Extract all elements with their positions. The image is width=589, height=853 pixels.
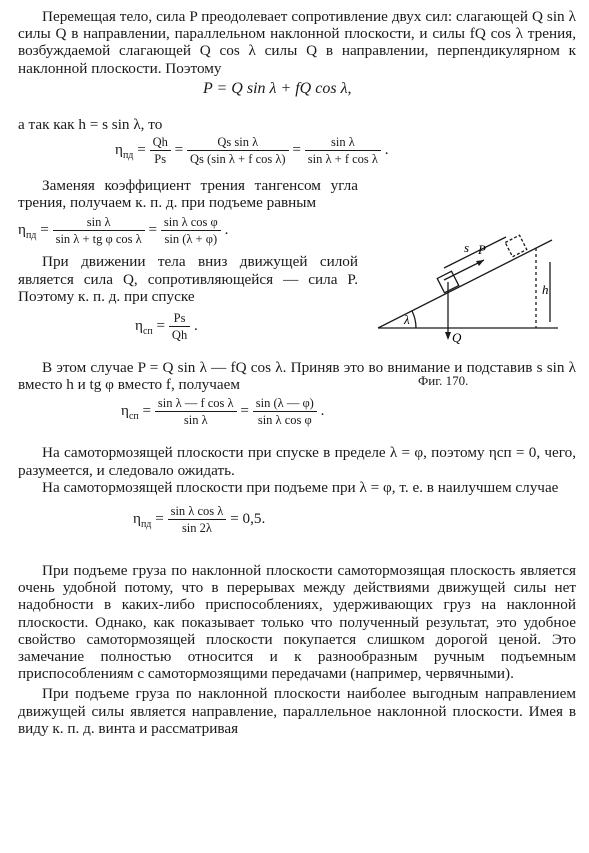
label-h: h bbox=[542, 282, 549, 297]
equation-efficiency-descent: $\eta_{сп}$ = $\frac{Ps}{Qh}$ . bbox=[135, 311, 198, 343]
paragraph-5: В этом случае P = Q sin λ — fQ cos λ. Приняв это во внимание и подставив s sin λ вместо h и tg φ вместо f, получаем bbox=[18, 359, 576, 394]
label-s: s bbox=[464, 240, 470, 255]
label-lambda: λ bbox=[404, 312, 410, 327]
weight-arrow-head bbox=[445, 332, 451, 340]
paragraph-4: При движении тела вниз движущей силой является сила Q, сопротивляющейся — сила P. Поэтому к. п. д. при спуске bbox=[18, 253, 358, 305]
equation-efficiency-limit: $\eta_{пд}$ = $\frac{\text{sin λ cos λ}}{\sin 2\lambda}$ = 0,5. bbox=[133, 504, 266, 536]
inclined-plane-figure bbox=[356, 232, 558, 382]
paragraph-7: На самотормозящей плоскости при подъеме при λ = φ, т. е. в наилучшем случае bbox=[42, 478, 559, 496]
equation-efficiency-tangent: $\eta_{пд}$ = $\frac{\text{sin λ}}{\text{sin λ + tg φ cos λ}}$ = $\frac{\text{sin λ cos φ}}{\sin (\lambda + \varphi)}$ . bbox=[18, 215, 229, 247]
equation-force: P = Q sin λ + fQ cos λ, bbox=[203, 79, 352, 97]
equation-efficiency-lift: $\eta_{пд}$ = $\frac{Qh}{Ps}$ = $\frac{\text{Qs sin λ}}{\text{Qs (sin λ + f cos λ)}}$ = $\frac{\text{sin λ}}{\text{sin λ + f cos λ}}$ . bbox=[115, 135, 389, 167]
paragraph-3: Заменяя коэффициент трения тангенсом угла трения, получаем к. п. д. при подъеме равным bbox=[18, 177, 358, 212]
paragraph-2: а так как h = s sin λ, то bbox=[18, 115, 163, 133]
equation-efficiency-descent-full: $\eta_{сп}$ = $\frac{\text{sin λ — f cos λ}}{\text{sin λ}}$ = $\frac{\sin (\lambda — \varphi)}{\text{sin λ cos φ}}$ . bbox=[121, 396, 325, 428]
paragraph-8: При подъеме груза по наклонной плоскости самотормозящая плоскость является очень удобной потому, что в перерывах между действиями движущей силы нет надобности в каких-либо приспособлениях, удерживающих груз на наклонной плоскости. Однако, как показывает только что полученный результат, это удобное свойство самотормозящей плоскости покупается слишком дорогой ценой. Это замечание полностью относится и к разнообразным ручным подъемным приспособлениям с самотормозящими передачами (например, червячными). bbox=[18, 562, 576, 683]
force-arrow-head bbox=[476, 260, 484, 266]
paragraph-9: При подъеме груза по наклонной плоскости наиболее выгодным направлением движущей силы является направление, параллельное наклонной плоскости. Имея в виду к. п. д. винта и рассматривая bbox=[18, 685, 576, 737]
paragraph-6: На самотормозящей плоскости при спуске в пределе λ = φ, поэтому ηсп = 0, чего, разумеется, и следовало ожидать. bbox=[18, 444, 576, 479]
distance-line bbox=[444, 237, 506, 268]
angle-arc bbox=[412, 311, 416, 328]
label-q: Q bbox=[452, 330, 462, 345]
paragraph-1: Перемещая тело, сила P преодолевает сопротивление двух сил: слагающей Q sin λ силы Q в направлении, параллельном наклонной плоскости, и силы fQ cos λ трения, возбуждаемой слагающей Q cos λ силы Q в направлении, перпендикулярном к наклонной плоскости. Поэтому bbox=[18, 8, 576, 77]
load-block-raised bbox=[505, 235, 527, 257]
figure-caption: Фиг. 170. bbox=[418, 373, 469, 388]
label-p: P bbox=[478, 242, 486, 257]
